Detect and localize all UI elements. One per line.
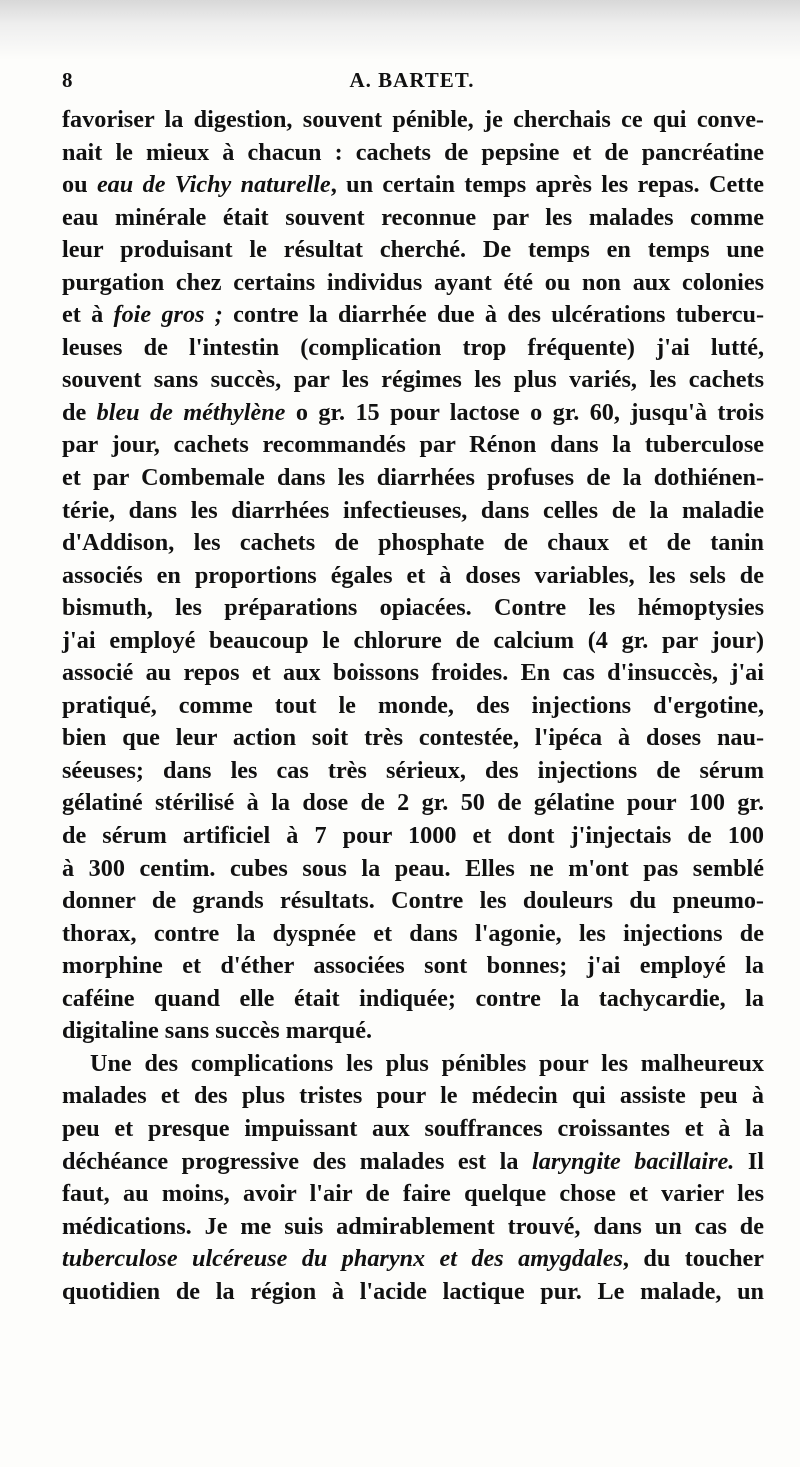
- text-line: nait le mieux à chacun : cachets de pepsine et de pancréatine: [62, 138, 764, 166]
- text-line: tuberculose ulcéreuse du pharynx et des amygdales, du toucher: [62, 1245, 764, 1273]
- italic-term: laryngite bacillaire.: [532, 1147, 735, 1175]
- text-line: et à foie gros ; contre la diarrhée due à des ulcérations tubercu-: [62, 301, 765, 329]
- page-number: 8: [62, 68, 73, 92]
- italic-term: tuberculose ulcéreuse du pharynx et des amygdales: [62, 1245, 623, 1273]
- text-line: favoriser la digestion, souvent pénible, je cherchais ce qui conve-: [62, 106, 764, 133]
- text-line: leuses de l'intestin (complication trop fréquente) j'ai lutté,: [62, 333, 764, 361]
- text-line: malades et des plus tristes pour le médecin qui assiste peu à: [62, 1082, 764, 1110]
- text-line: j'ai employé beaucoup le chlorure de calcium (4 gr. par jour): [62, 626, 764, 654]
- text-line: eau minérale était souvent reconnue par les malades comme: [62, 203, 764, 231]
- text-line: bien que leur action soit très contestée, l'ipéca à doses nau-: [62, 724, 764, 752]
- text-line: donner de grands résultats. Contre les douleurs du pneumo-: [62, 887, 764, 915]
- text-line: gélatiné stérilisé à la dose de 2 gr. 50 de gélatine pour 100 gr.: [62, 789, 764, 817]
- text-line: séeuses; dans les cas très sérieux, des injections de sérum: [62, 756, 764, 784]
- text-line: quotidien de la région à l'acide lactique pur. Le malade, un: [62, 1277, 764, 1305]
- text-line: térie, dans les diarrhées infectieuses, dans celles de la maladie: [62, 496, 764, 524]
- body-text: [62, 104, 764, 1308]
- text-line: faut, au moins, avoir l'air de faire quelque chose et varier les: [62, 1180, 764, 1208]
- text-line: déchéance progressive des malades est la laryngite bacillaire. Il: [62, 1147, 765, 1175]
- text-line: d'Addison, les cachets de phosphate de chaux et de tanin: [62, 529, 764, 557]
- text-line: de bleu de méthylène o gr. 15 pour lactose o gr. 60, jusqu'à trois: [62, 398, 765, 426]
- text-line: digitaline sans succès marqué.: [62, 1017, 372, 1045]
- text-line: bismuth, les préparations opiacées. Contre les hémoptysies: [62, 594, 764, 622]
- text-line: caféine quand elle était indiquée; contre la tachycardie, la: [62, 984, 764, 1012]
- italic-term: bleu de méthylène: [96, 398, 286, 426]
- running-head: A. BARTET.: [349, 68, 475, 92]
- text-line: souvent sans succès, par les régimes les plus variés, les cachets: [62, 366, 764, 394]
- text-line: associés en proportions égales et à doses variables, les sels de: [62, 561, 764, 589]
- text-line: de sérum artificiel à 7 pour 1000 et dont j'injectais de 100: [62, 822, 764, 850]
- text-line: et par Combemale dans les diarrhées profuses de la dothiénen-: [62, 464, 764, 492]
- paragraph-2: [62, 1048, 764, 1308]
- text-line: thorax, contre la dyspnée et dans l'agonie, les injections de: [62, 919, 764, 947]
- italic-term: eau de Vichy naturelle: [96, 171, 331, 199]
- text-line: à 300 centim. cubes sous la peau. Elles ne m'ont pas semblé: [62, 854, 764, 882]
- text-line: ou eau de Vichy naturelle, un certain temps après les repas. Cette: [62, 171, 765, 199]
- scan-shadow: [0, 0, 800, 60]
- text-line: morphine et d'éther associées sont bonnes; j'ai employé la: [62, 952, 764, 980]
- text-line: pratiqué, comme tout le monde, des injections d'ergotine,: [62, 691, 764, 719]
- italic-term: foie gros ;: [113, 301, 223, 329]
- text-line: peu et presque impuissant aux souffrances croissantes et à la: [62, 1114, 764, 1142]
- text-line: Une des complications les plus pénibles pour les malheureux: [90, 1049, 764, 1077]
- page-header: [62, 68, 762, 98]
- text-line: associé au repos et aux boissons froides. En cas d'insuccès, j'ai: [62, 659, 764, 687]
- text-line: leur produisant le résultat cherché. De temps en temps une: [62, 236, 764, 264]
- paragraph-1: [62, 104, 764, 1048]
- text-line: par jour, cachets recommandés par Rénon dans la tuberculose: [62, 431, 764, 459]
- text-line: médications. Je me suis admirablement trouvé, dans un cas de: [62, 1212, 764, 1240]
- text-line: purgation chez certains individus ayant été ou non aux colonies: [62, 268, 764, 296]
